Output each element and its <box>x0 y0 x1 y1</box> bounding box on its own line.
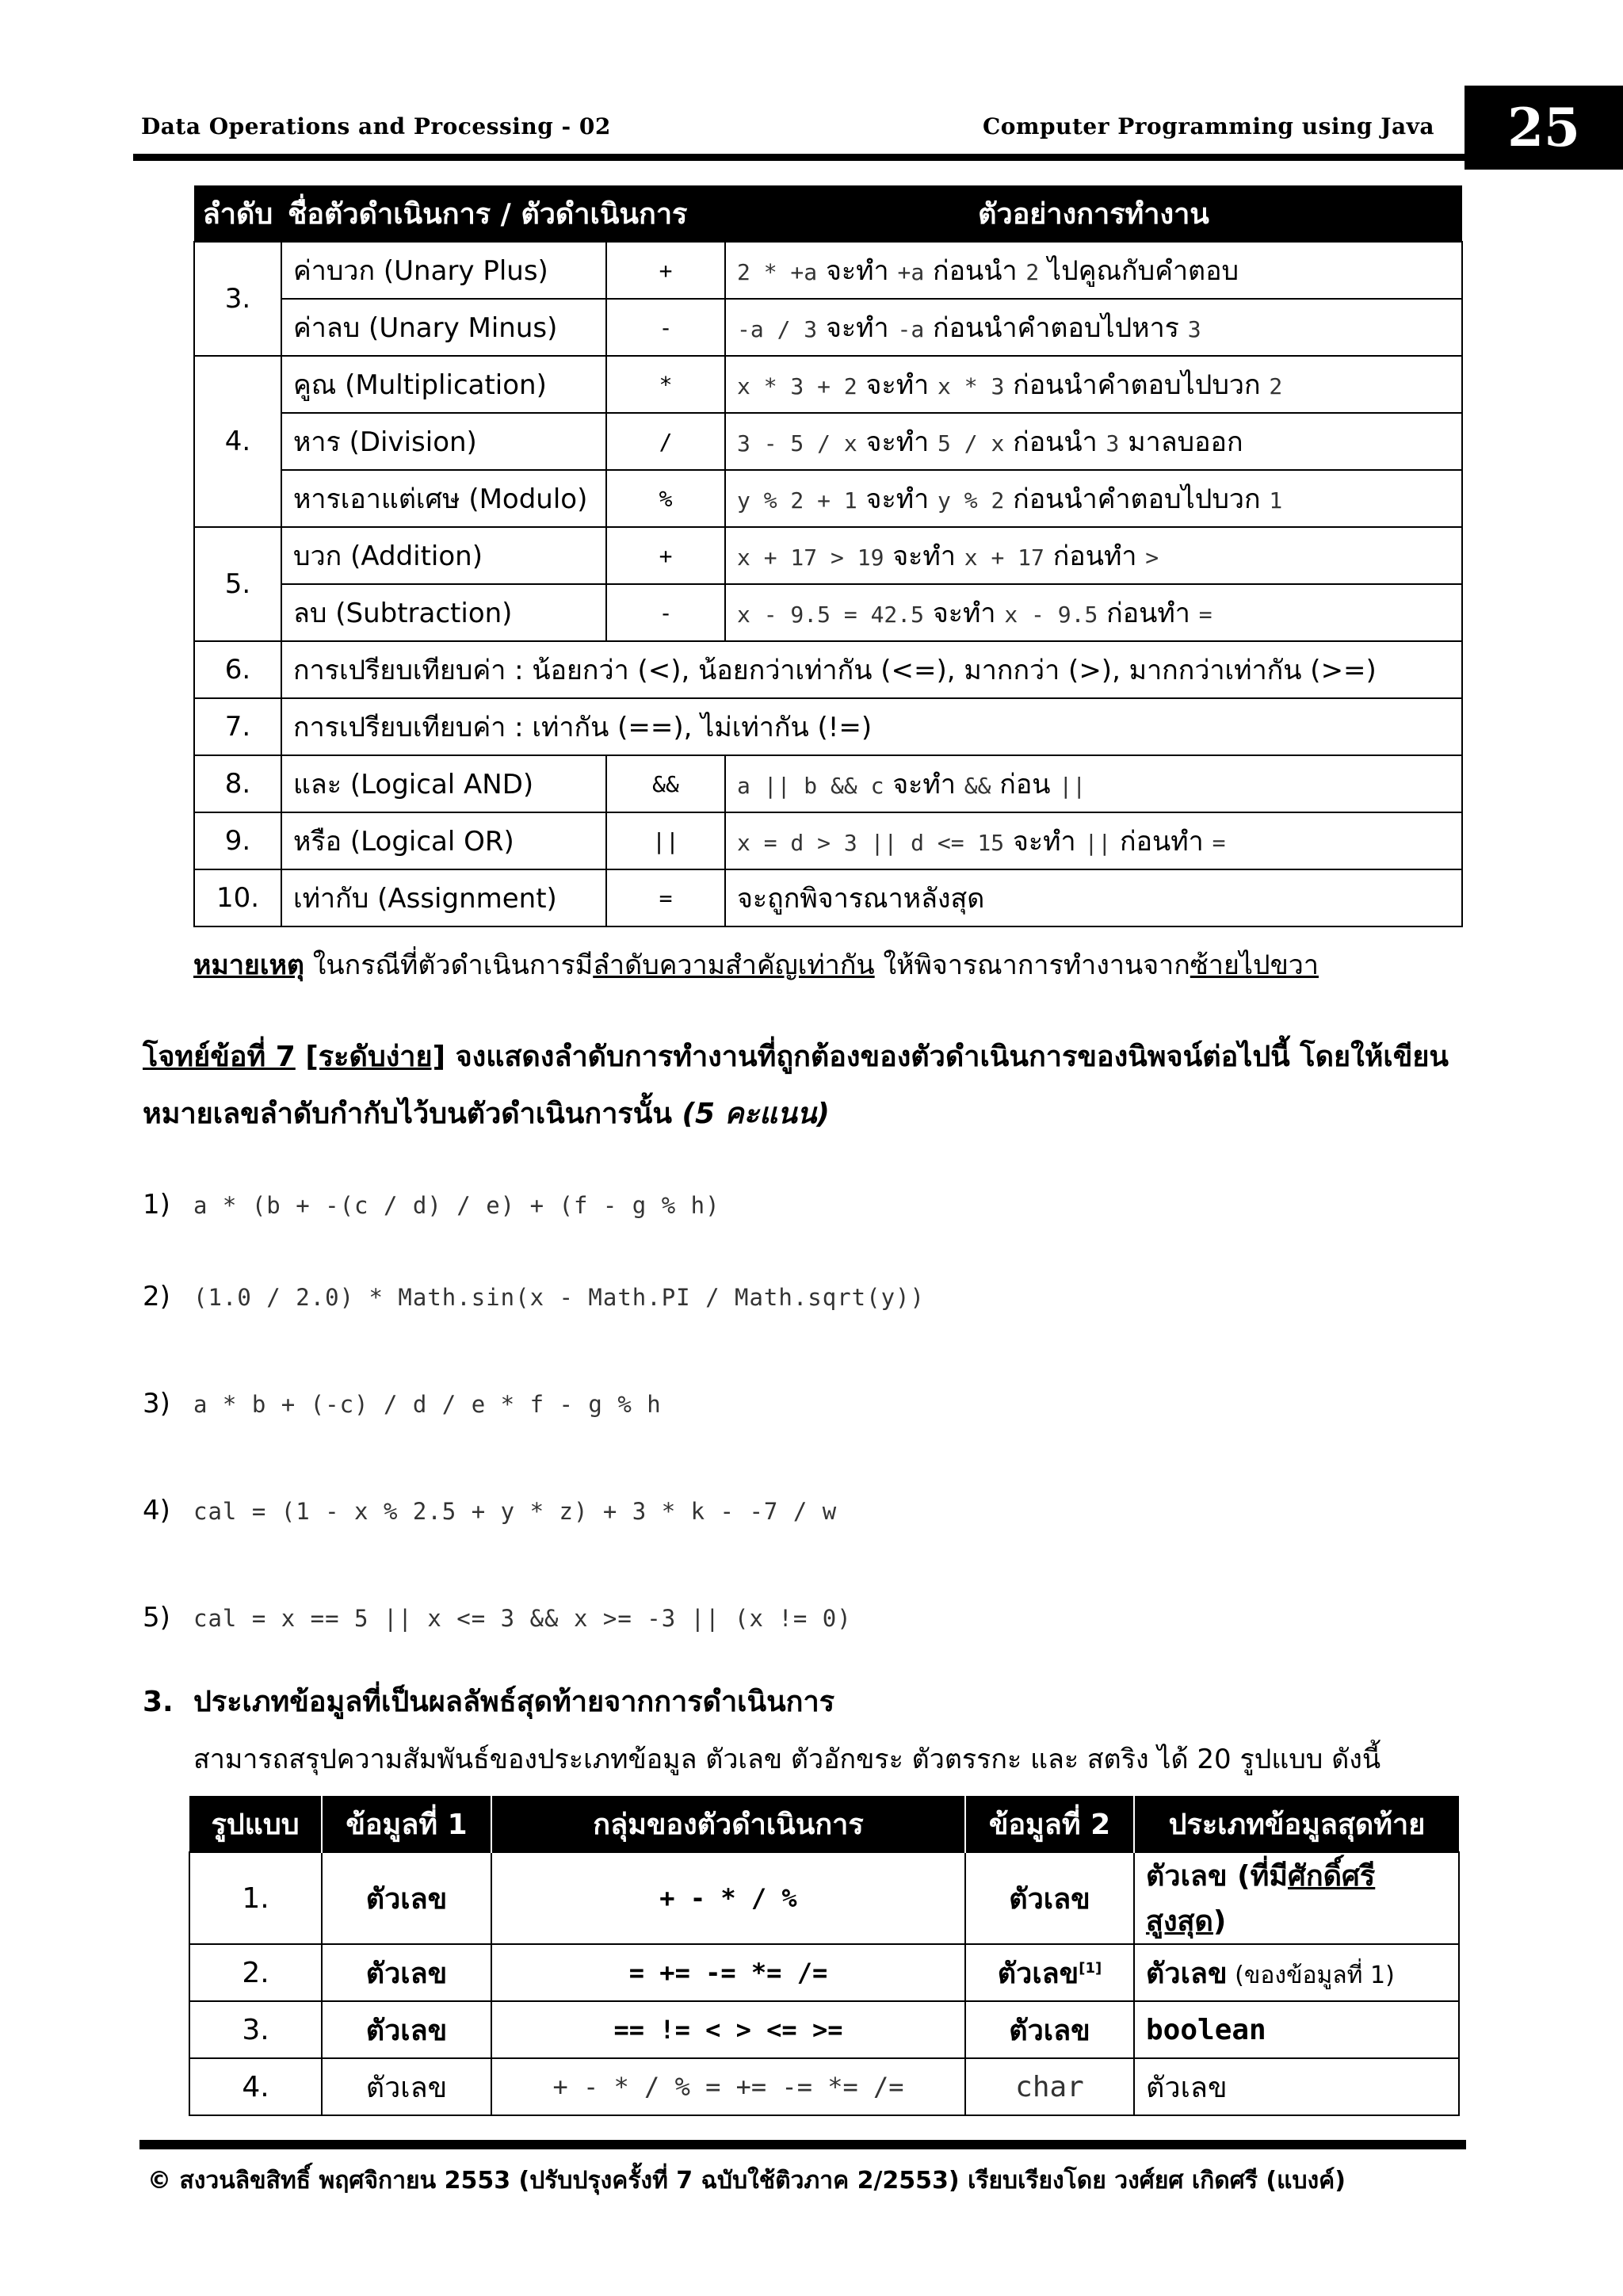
operator-name: บวก (Addition) <box>281 527 606 584</box>
operator-name: หารเอาแต่เศษ (Modulo) <box>281 470 606 527</box>
table-row <box>194 869 1462 926</box>
exercise-problem: 4) cal = (1 - x % 2.5 + y * z) + 3 * k - -7 / w <box>143 1495 838 1526</box>
col-operator-header: ชื่อตัวดำเนินการ / ตัวดำเนินการ <box>281 185 725 242</box>
exercise-problem: 3) a * b + (-c) / d / e * f - g % h <box>143 1388 662 1419</box>
precedence-note: หมายเหตุ ในกรณีที่ตัวดำเนินการมีลำดับความสำคัญเท่ากัน ให้พิจารณาการทำงานจากซ้ายไปขวา <box>193 949 1319 981</box>
table-row <box>194 356 1462 413</box>
operator-name: และ (Logical AND) <box>281 755 606 812</box>
operator-group: + - * / % = += -= *= /= <box>491 2058 965 2115</box>
operator-symbol: * <box>606 356 725 413</box>
operator-symbol: / <box>606 413 725 470</box>
table-row <box>194 299 1462 356</box>
pattern-number: 4. <box>189 2058 322 2115</box>
operator-name: หาร (Division) <box>281 413 606 470</box>
operator-symbol: + <box>606 242 725 299</box>
data-type-1: ตัวเลข <box>322 2001 491 2058</box>
exercise-label: โจทย์ข้อที่ 7 <box>143 1041 296 1073</box>
operator-example: x - 9.5 = 42.5 จะทำ x - 9.5 ก่อนทำ = <box>725 584 1462 641</box>
data-type-2: ตัวเลข <box>965 1852 1134 1944</box>
operator-name: ลบ (Subtraction) <box>281 584 606 641</box>
operator-group: + - * / % <box>491 1852 965 1944</box>
table-row <box>194 242 1462 299</box>
operator-example: 3 - 5 / x จะทำ 5 / x ก่อนนำ 3 มาลบออก <box>725 413 1462 470</box>
operator-name: ค่าบวก (Unary Plus) <box>281 242 606 299</box>
data-type-2: ตัวเลข <box>965 2001 1134 2058</box>
operator-example: x * 3 + 2 จะทำ x * 3 ก่อนนำคำตอบไปบวก 2 <box>725 356 1462 413</box>
operator-symbol: - <box>606 299 725 356</box>
table-row <box>194 470 1462 527</box>
operator-example: -a / 3 จะทำ -a ก่อนนำคำตอบไปหาร 3 <box>725 299 1462 356</box>
col-data2-header: ข้อมูลที่ 2 <box>965 1796 1134 1852</box>
exercise-text: จงแสดงลำดับการทำงานที่ถูกต้องของตัวดำเนินการของนิพจน์ต่อไปนี้ โดยให้เขียนหมายเลขลำดับกำกับไว้บนตัวดำเนินการนั้น <box>143 1041 1449 1130</box>
row-number: 8. <box>194 755 281 812</box>
exercise-score: (5 คะแนน) <box>682 1098 830 1130</box>
table-row <box>194 698 1462 755</box>
table-row <box>189 1944 1459 2001</box>
col-operators-header: กลุ่มของตัวดำเนินการ <box>491 1796 965 1852</box>
operator-example: y % 2 + 1 จะทำ y % 2 ก่อนนำคำตอบไปบวก 1 <box>725 470 1462 527</box>
result-type: ตัวเลข <box>1134 2058 1459 2115</box>
data-type-1: ตัวเลข <box>322 1944 491 2001</box>
pattern-number: 3. <box>189 2001 322 2058</box>
operator-symbol: = <box>606 869 725 926</box>
row-number: 6. <box>194 641 281 698</box>
header-right-title: Computer Programming using Java <box>982 113 1434 139</box>
exercise-level: [ระดับง่าย] <box>305 1041 446 1073</box>
row-number: 10. <box>194 869 281 926</box>
exercise-problem: 5) cal = x == 5 || x <= 3 && x >= -3 || (x != 0) <box>143 1602 852 1633</box>
operator-description: การเปรียบเทียบค่า : น้อยกว่า (<), น้อยกว่าเท่ากัน (<=), มากกว่า (>), มากกว่าเท่ากัน (>=) <box>281 641 1462 698</box>
table-header-row <box>194 185 1462 242</box>
operator-name: คูณ (Multiplication) <box>281 356 606 413</box>
result-type: boolean <box>1134 2001 1459 2058</box>
table-row <box>189 2058 1459 2115</box>
section-subtitle: สามารถสรุปความสัมพันธ์ของประเภทข้อมูล ตัวเลข ตัวอักขระ ตัวตรรกะ และ สตริง ได้ 20 รูปแบบ ดังนี้ <box>193 1744 1381 1775</box>
table-row <box>189 2001 1459 2058</box>
result-type: ตัวเลข (ที่มีศักดิ์ศรีสูงสุด) <box>1134 1852 1459 1944</box>
table-header-row <box>189 1796 1459 1852</box>
row-number: 9. <box>194 812 281 869</box>
result-type-table <box>189 1796 1460 2116</box>
page-number: 25 <box>1465 86 1623 170</box>
operator-group: == != < > <= >= <box>491 2001 965 2058</box>
table-row <box>194 812 1462 869</box>
operator-example: x + 17 > 19 จะทำ x + 17 ก่อนทำ > <box>725 527 1462 584</box>
col-result-header: ประเภทข้อมูลสุดท้าย <box>1134 1796 1459 1852</box>
operator-precedence-table <box>193 185 1463 927</box>
row-number: 4. <box>194 356 281 527</box>
operator-example: x = d > 3 || d <= 15 จะทำ || ก่อนทำ = <box>725 812 1462 869</box>
operator-name: หรือ (Logical OR) <box>281 812 606 869</box>
table-row <box>194 584 1462 641</box>
data-type-2: ตัวเลข[1] <box>965 1944 1134 2001</box>
exercise-instructions <box>143 1029 1474 1143</box>
operator-name: ค่าลบ (Unary Minus) <box>281 299 606 356</box>
operator-example: 2 * +a จะทำ +a ก่อนนำ 2 ไปคูณกับคำตอบ <box>725 242 1462 299</box>
header-rule <box>133 154 1465 161</box>
operator-group: = += -= *= /= <box>491 1944 965 2001</box>
operator-symbol: && <box>606 755 725 812</box>
operator-example: a || b && c จะทำ && ก่อน || <box>725 755 1462 812</box>
col-order-header: ลำดับ <box>194 185 281 242</box>
exercise-problem: 2) (1.0 / 2.0) * Math.sin(x - Math.PI / Math.sqrt(y)) <box>143 1281 925 1312</box>
col-example-header: ตัวอย่างการทำงาน <box>725 185 1462 242</box>
pattern-number: 2. <box>189 1944 322 2001</box>
table-row <box>189 1852 1459 1944</box>
data-type-1: ตัวเลข <box>322 2058 491 2115</box>
footer-copyright: © สงวนลิขสิทธิ์ พฤศจิกายน 2553 (ปรับปรุงครั้งที่ 7 ฉบับใช้ติวภาค 2/2553) เรียบเรียงโดย วงศ์ยศ เกิดศรี (แบงค์) <box>147 2167 1346 2195</box>
table-row <box>194 527 1462 584</box>
operator-description: การเปรียบเทียบค่า : เท่ากัน (==), ไม่เท่ากัน (!=) <box>281 698 1462 755</box>
row-number: 3. <box>194 242 281 356</box>
data-type-1: ตัวเลข <box>322 1852 491 1944</box>
footer-rule <box>139 2140 1466 2149</box>
operator-example: จะถูกพิจารณาหลังสุด <box>725 869 1462 926</box>
row-number: 7. <box>194 698 281 755</box>
table-row <box>194 641 1462 698</box>
col-pattern-header: รูปแบบ <box>189 1796 322 1852</box>
section-heading: 3. ประเภทข้อมูลที่เป็นผลลัพธ์สุดท้ายจากการดำเนินการ <box>143 1686 835 1718</box>
col-data1-header: ข้อมูลที่ 1 <box>322 1796 491 1852</box>
exercise-problem: 1) a * (b + -(c / d) / e) + (f - g % h) <box>143 1189 720 1221</box>
operator-name: เท่ากับ (Assignment) <box>281 869 606 926</box>
operator-symbol: + <box>606 527 725 584</box>
operator-symbol: - <box>606 584 725 641</box>
data-type-2: char <box>965 2058 1134 2115</box>
result-type: ตัวเลข (ของข้อมูลที่ 1) <box>1134 1944 1459 2001</box>
table-row <box>194 413 1462 470</box>
note-label: หมายเหตุ <box>193 949 304 981</box>
operator-symbol: || <box>606 812 725 869</box>
table-row <box>194 755 1462 812</box>
pattern-number: 1. <box>189 1852 322 1944</box>
operator-symbol: % <box>606 470 725 527</box>
row-number: 5. <box>194 527 281 641</box>
header-left-title: Data Operations and Processing - 02 <box>141 113 611 139</box>
